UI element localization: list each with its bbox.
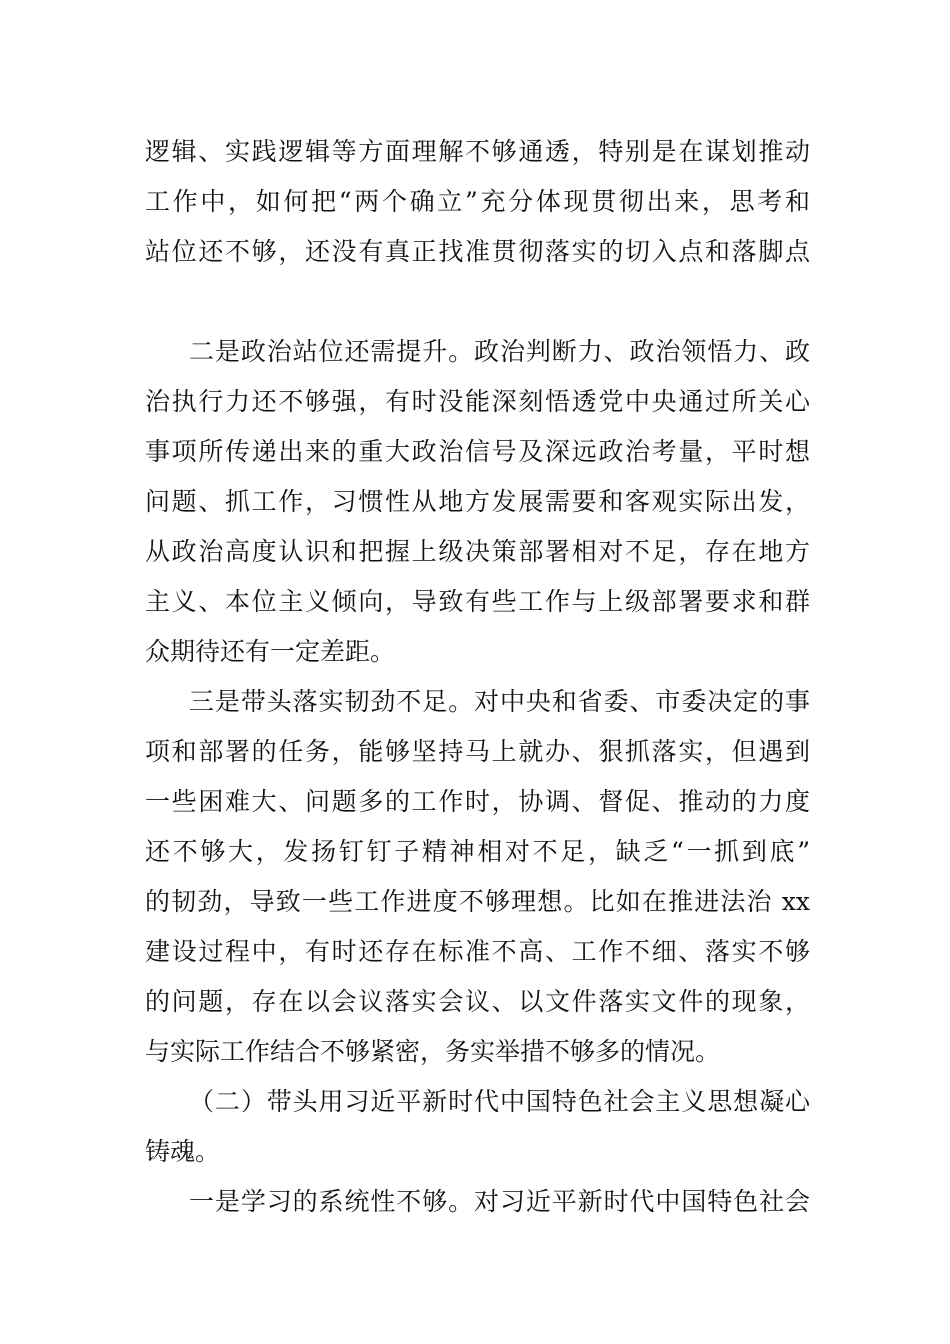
text-line: 问题、抓工作，习惯性从地方发展需要和客观实际出发， [145,487,810,516]
text-line: 工作中，如何把“两个确立”充分体现贯彻出来，思考和 [145,187,810,216]
text-line: 事项所传递出来的重大政治信号及深远政治考量，平时想 [145,437,810,466]
text-line: 一些困难大、问题多的工作时，协调、督促、推动的力度 [145,787,810,816]
text-line: 还不够大，发扬钉钉子精神相对不足，缺乏“一抓到底” [145,837,810,866]
continuation-paragraph [145,127,810,277]
text-line: 逻辑、实践逻辑等方面理解不够通透，特别是在谋划推动 [145,137,810,166]
text-line: 治执行力还不够强，有时没能深刻悟透党中央通过所关心 [145,387,810,416]
text-line: 一是学习的系统性不够。对习近平新时代中国特色社会 [189,1187,810,1216]
text-line: 站位还不够，还没有真正找准贯彻落实的切入点和落脚点 [145,237,810,266]
text-line: 铸魂。 [145,1137,221,1166]
text-line: 主义、本位主义倾向，导致有些工作与上级部署要求和群 [145,587,810,616]
paragraph-study [145,1177,810,1227]
text-line: 众期待还有一定差距。 [145,637,396,666]
text-line: 项和部署的任务，能够坚持马上就办、狠抓落实，但遇到 [145,737,810,766]
paragraph-political-stance [145,327,810,677]
text-line: 二是政治站位还需提升。政治判断力、政治领悟力、政 [189,337,810,366]
text-line: 的问题，存在以会议落实会议、以文件落实文件的现象， [145,987,810,1016]
text-line: （二）带头用习近平新时代中国特色社会主义思想凝心 [189,1087,810,1116]
text-line: 从政治高度认识和把握上级决策部署相对不足，存在地方 [145,537,810,566]
section-heading [145,1077,810,1177]
text-line: 与实际工作结合不够紧密，务实举措不够多的情况。 [145,1037,721,1066]
text-line: 的韧劲，导致一些工作进度不够理想。比如在推进法治 xx [145,887,810,916]
paragraph-implementation [145,677,810,1077]
text-line: 三是带头落实韧劲不足。对中央和省委、市委决定的事 [189,687,810,716]
text-line: 建设过程中，有时还存在标准不高、工作不细、落实不够 [145,937,810,966]
